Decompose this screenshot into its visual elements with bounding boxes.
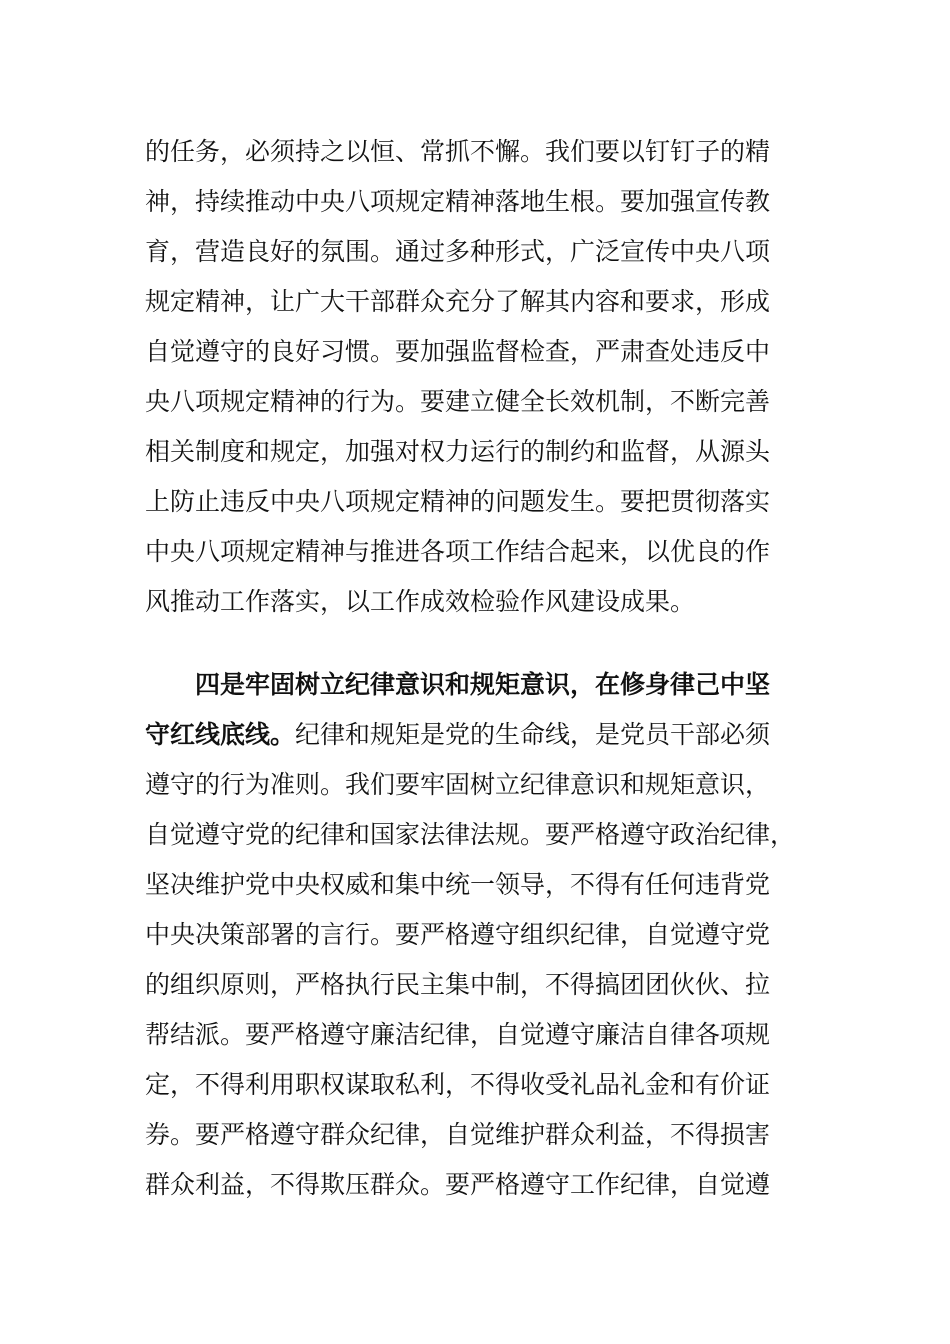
paragraph-line: 坚决维护党中央权威和集中统一领导，不得有任何违背党: [145, 870, 771, 899]
paragraph-line: 帮结派。要严格遵守廉洁纪律，自觉遵守廉洁自律各项规: [145, 1020, 771, 1049]
section-heading: 四是牢固树立纪律意识和规矩意识，在修身律己中坚: [195, 670, 771, 699]
paragraph-line: 的组织原则，严格执行民主集中制，不得搞团团伙伙、拉: [145, 970, 771, 999]
paragraph-line: 中央八项规定精神与推进各项工作结合起来，以优良的作: [145, 537, 771, 566]
section-heading-end: 守红线底线。: [145, 720, 296, 749]
paragraph-line: 中央决策部署的言行。要严格遵守组织纪律，自觉遵守党: [145, 920, 771, 949]
paragraph-line: 定，不得利用职权谋取私利，不得收受礼品礼金和有价证: [145, 1070, 771, 1099]
paragraph-1: [145, 127, 805, 627]
paragraph-line: 的任务，必须持之以恒、常抓不懈。我们要以钉钉子的精: [145, 137, 771, 166]
paragraph-line: 央八项规定精神的行为。要建立健全长效机制，不断完善: [145, 387, 771, 416]
paragraph-line: [145, 710, 805, 760]
paragraph-line: 神，持续推动中央八项规定精神落地生根。要加强宣传教: [145, 187, 771, 216]
paragraph-line-text: 纪律和规矩是党的生命线，是党员干部必须: [295, 720, 771, 749]
paragraph-line: 券。要严格遵守群众纪律，自觉维护群众利益，不得损害: [145, 1120, 771, 1149]
paragraph-2: [145, 660, 805, 1210]
paragraph-line: 育，营造良好的氛围。通过多种形式，广泛宣传中央八项: [145, 237, 771, 266]
paragraph-line: 风推动工作落实，以工作成效检验作风建设成果。: [145, 587, 696, 616]
paragraph-line: 自觉遵守党的纪律和国家法律法规。要严格遵守政治纪律，: [145, 820, 796, 849]
paragraph-line: 自觉遵守的良好习惯。要加强监督检查，严肃查处违反中: [145, 337, 771, 366]
paragraph-line: 上防止违反中央八项规定精神的问题发生。要把贯彻落实: [145, 487, 771, 516]
paragraph-line: 规定精神，让广大干部群众充分了解其内容和要求，形成: [145, 287, 771, 316]
paragraph-line: 相关制度和规定，加强对权力运行的制约和监督，从源头: [145, 437, 771, 466]
paragraph-line: 遵守的行为准则。我们要牢固树立纪律意识和规矩意识，: [145, 770, 771, 799]
paragraph-line: 群众利益，不得欺压群众。要严格遵守工作纪律，自觉遵: [145, 1170, 771, 1199]
